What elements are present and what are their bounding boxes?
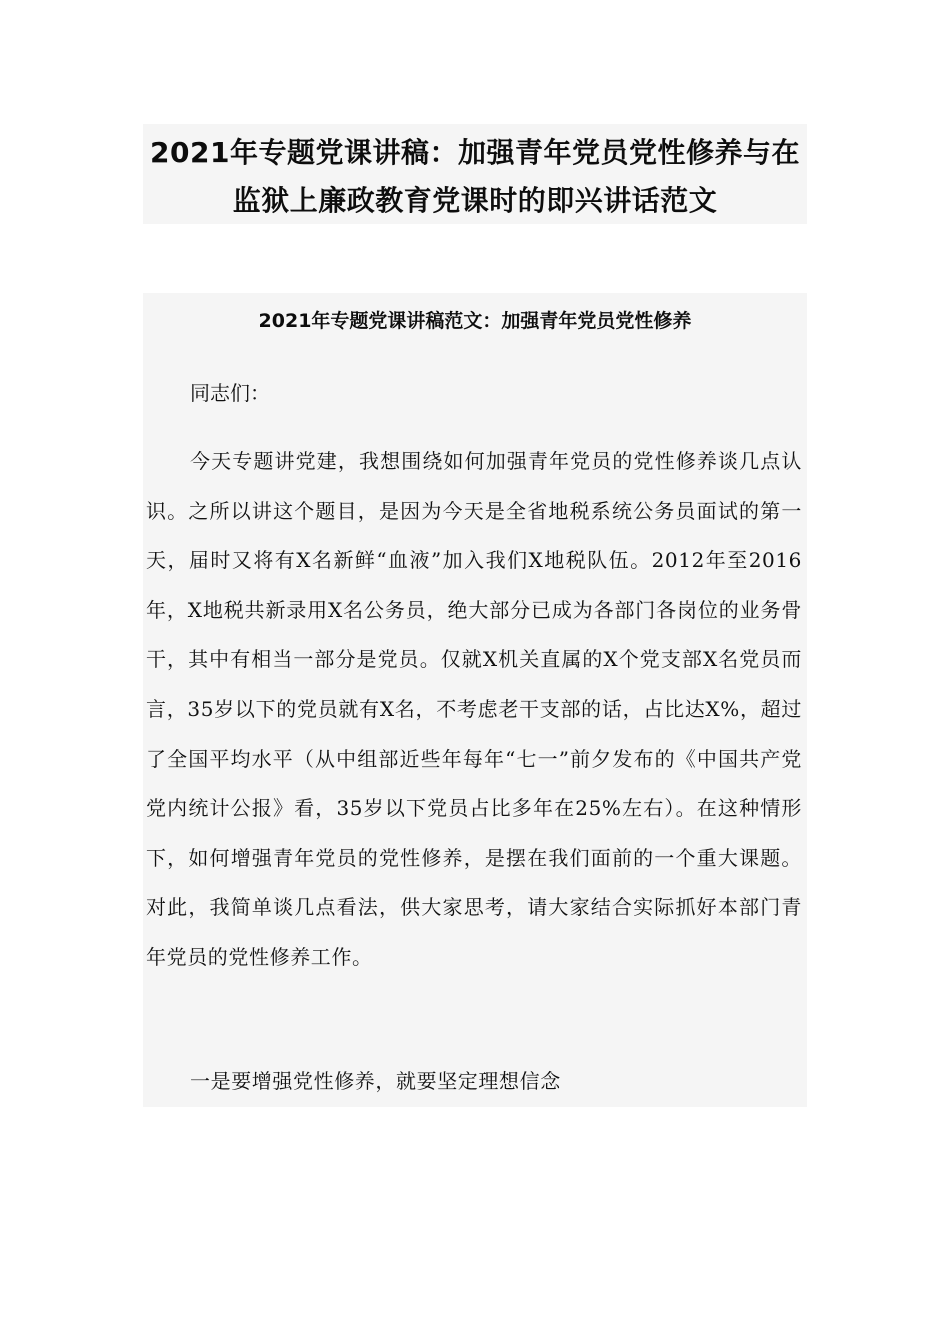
document-title-line-2: 监狱上廉政教育党课时的即兴讲话范文 <box>232 184 718 217</box>
document-subtitle: 2021年专题党课讲稿范文：加强青年党员党性修养 <box>258 310 692 332</box>
salutation: 同志们： <box>190 381 270 405</box>
document-title-block <box>143 124 807 224</box>
document-title <box>143 124 807 225</box>
document-body <box>143 293 807 1107</box>
section-heading: 一是要增强党性修养，就要坚定理想信念 <box>190 1069 561 1093</box>
body-paragraph: 今天专题讲党建，我想围绕如何加强青年党员的党性修养谈几点认识。之所以讲这个题目，是因为今天是全省地税系统公务员面试的第一天，届时又将有X名新鲜“血液”加入我们X地税队伍。2012年至2016年，X地税共新录用X名公务员，绝大部分已成为各部门各岗位的业务骨干，其中有相当一部分是党员。仅就X机关直属的X个党支部X名党员而言，35岁以下的党员就有X名，不考虑老干支部的话，占比达X%，超过了全国平均水平（从中组部近些年每年“七一”前夕发布的《中国共产党党内统计公报》看，35岁以下党员占比多年在25%左右）。在这种情形下，如何增强青年党员的党性修养，是摆在我们面前的一个重大课题。对此，我简单谈几点看法，供大家思考，请大家结合实际抓好本部门青年党员的党性修养工作。 <box>146 449 802 969</box>
document-title-line-1: 2021年专题党课讲稿：加强青年党员党性修养与在 <box>150 136 800 169</box>
